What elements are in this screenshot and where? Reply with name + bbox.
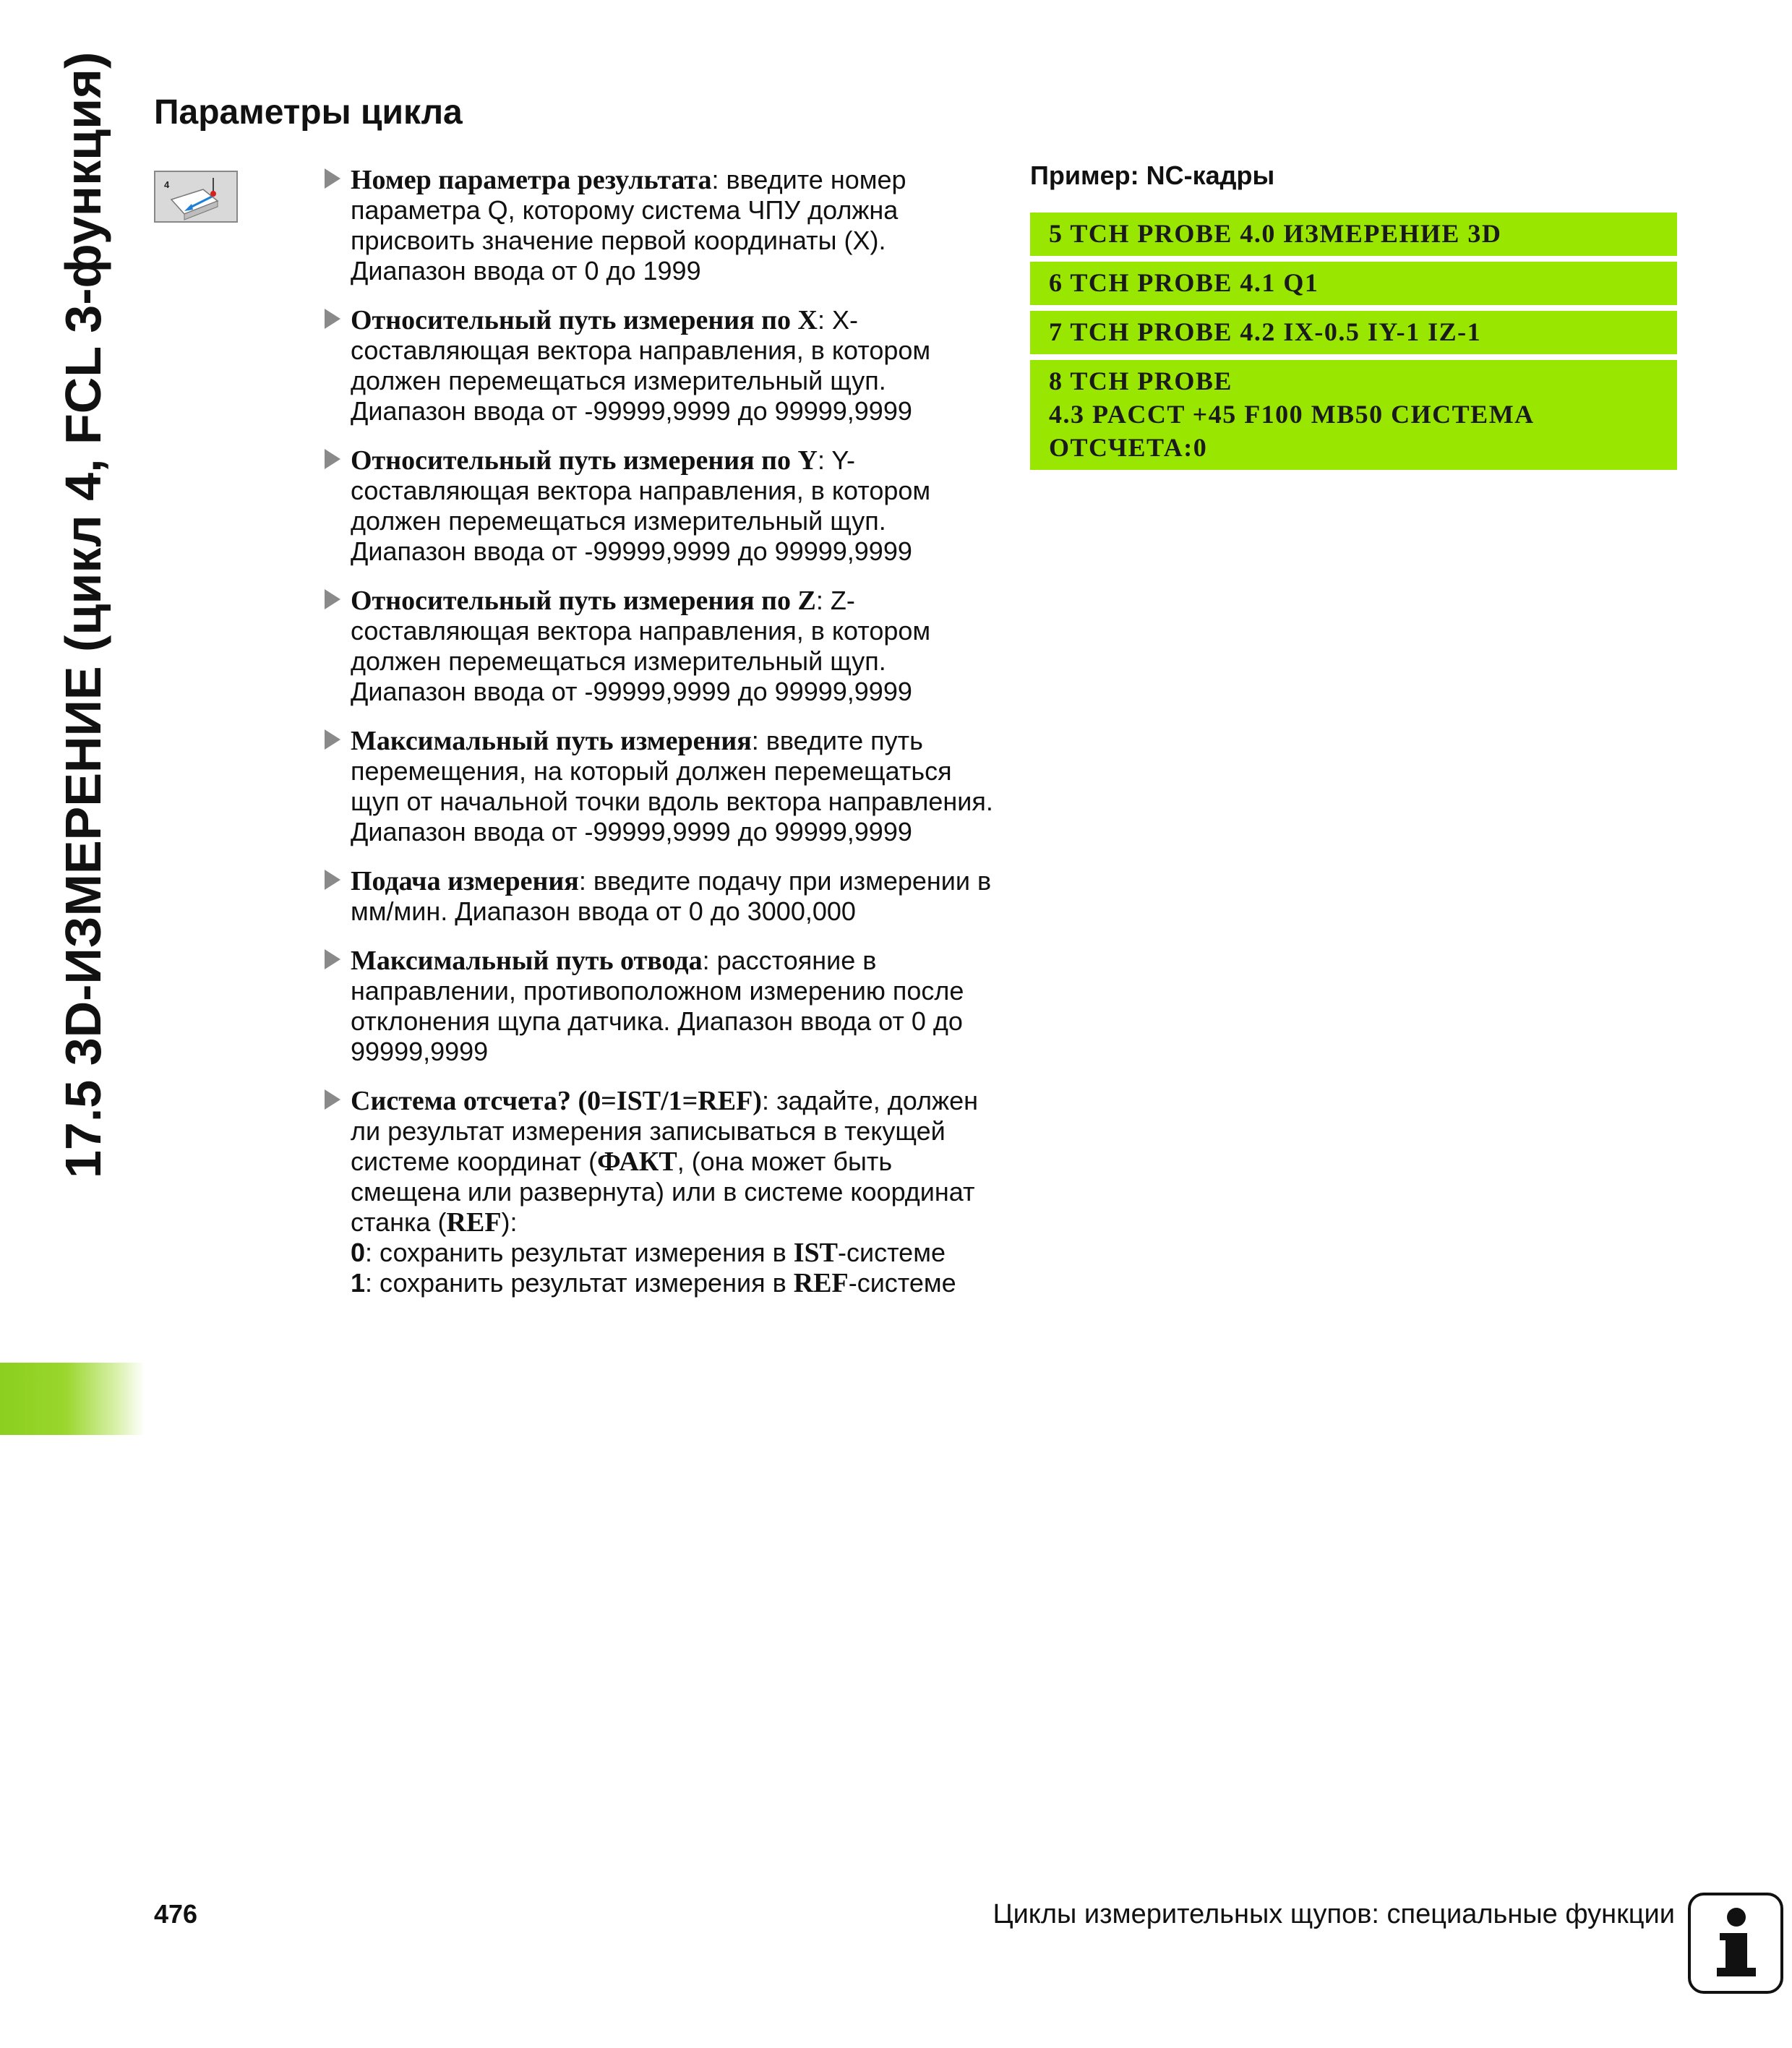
param-desc-part: ): [501, 1207, 518, 1237]
option-1 [351, 1268, 1004, 1298]
param-relative-path-x [325, 305, 1004, 427]
param-name: Номер параметра результата [351, 165, 712, 195]
param-desc-part: : задайте, должен ли результат измерения записываться в текущей системе координат ( [351, 1086, 978, 1176]
param-desc: : введите подачу при измерении в мм/мин. Диапазон ввода от 0 до 3000,000 [351, 866, 992, 926]
param-name: Относительный путь измерения по Z [351, 586, 816, 616]
option-key: 1 [351, 1268, 366, 1298]
bullet-arrow-icon [325, 870, 340, 890]
param-desc: : X-составляющая вектора направления, в котором должен перемещаться измерительный щуп. Диапазон ввода от -99999,9999 до 99999,9999 [351, 305, 931, 426]
ref-term: REF [446, 1207, 502, 1238]
param-max-measuring-path [325, 726, 1004, 847]
chapter-footer: Циклы измерительных щупов: специальные функции [993, 1899, 1675, 1929]
param-name: Относительный путь измерения по Y [351, 445, 818, 476]
param-max-retract-path [325, 946, 1004, 1067]
cycle-parameter-list [325, 165, 1004, 1317]
nc-block-multiline [1030, 360, 1677, 470]
option-text: : сохранить результат измерения в [365, 1268, 794, 1298]
fakt-term: ФАКТ [597, 1147, 677, 1177]
option-suffix: -системе [848, 1268, 956, 1298]
bullet-arrow-icon [325, 729, 340, 750]
nc-block: 7 TCH PROBE 4.2 IX-0.5 IY-1 IZ-1 [1030, 311, 1677, 354]
param-relative-path-y [325, 445, 1004, 567]
nc-block: 6 TCH PROBE 4.1 Q1 [1030, 262, 1677, 305]
nc-block: 5 TCH PROBE 4.0 ИЗМЕРЕНИЕ 3D [1030, 213, 1677, 256]
param-relative-path-z [325, 586, 1004, 707]
info-glyph-icon [1691, 1895, 1780, 1991]
param-name: Система отсчета? (0=IST/1=REF) [351, 1086, 762, 1116]
param-name: Максимальный путь отвода [351, 946, 703, 976]
bullet-arrow-icon [325, 309, 340, 329]
bullet-arrow-icon [325, 168, 340, 189]
option-key: 0 [351, 1238, 366, 1267]
nc-block-line: ОТСЧЕТА:0 [1049, 433, 1208, 462]
info-icon [1688, 1893, 1783, 1994]
param-name: Максимальный путь измерения [351, 726, 752, 756]
example-title: Пример: NC-кадры [1030, 160, 1275, 190]
softkey-label: 4 [164, 179, 170, 190]
param-desc: : расстояние в направлении, противоположном измерению после отклонения щупа датчика. Диапазон ввода от 0 до 99999,9999 [351, 946, 964, 1066]
param-measuring-feed [325, 866, 1004, 927]
probe-illustration-icon [155, 172, 236, 221]
probe-3d-softkey-icon [154, 171, 238, 223]
param-desc: : введите номер параметра Q, которому система ЧПУ должна присвоить значение первой координаты (X). Диапазон ввода от 0 до 1999 [351, 165, 906, 286]
option-system: IST [793, 1238, 838, 1268]
option-text: : сохранить результат измерения в [365, 1238, 794, 1267]
nc-block-list [1030, 213, 1677, 476]
bullet-arrow-icon [325, 589, 340, 609]
nc-block-line: 8 TCH PROBE [1049, 367, 1232, 395]
param-desc: : Y-составляющая вектора направления, в котором должен перемещаться измерительный щуп. Диапазон ввода от -99999,9999 до 99999,9999 [351, 445, 931, 566]
param-name: Подача измерения [351, 866, 579, 896]
section-title: Параметры цикла [154, 93, 463, 132]
param-desc: : введите путь перемещения, на который должен перемещаться щуп от начальной точки вдоль вектора направления. Диапазон ввода от -99999,9999 до 99999,9999 [351, 726, 993, 847]
param-desc-part: , (она может быть смещена или развернута) или в системе координат станка ( [351, 1147, 975, 1237]
chapter-tab-marker [0, 1363, 145, 1435]
bullet-arrow-icon [325, 449, 340, 469]
page-number: 476 [154, 1899, 198, 1929]
chapter-side-title: 17.5 3D-ИЗМЕРЕНИЕ (цикл 4, FCL 3-функция) [55, 51, 111, 1178]
bullet-arrow-icon [325, 949, 340, 969]
param-reference-system [325, 1086, 1004, 1298]
bullet-arrow-icon [325, 1089, 340, 1110]
nc-block-line: 4.3 PACCT +45 F100 MB50 СИСТЕМА [1049, 400, 1535, 429]
option-suffix: -системе [837, 1238, 946, 1267]
param-result-number [325, 165, 1004, 286]
param-name: Относительный путь измерения по X [351, 305, 818, 335]
option-system: REF [793, 1268, 849, 1298]
option-0 [351, 1238, 1004, 1268]
param-desc: : Z-составляющая вектора направления, в котором должен перемещаться измерительный щуп. Диапазон ввода от -99999,9999 до 99999,9999 [351, 586, 931, 706]
